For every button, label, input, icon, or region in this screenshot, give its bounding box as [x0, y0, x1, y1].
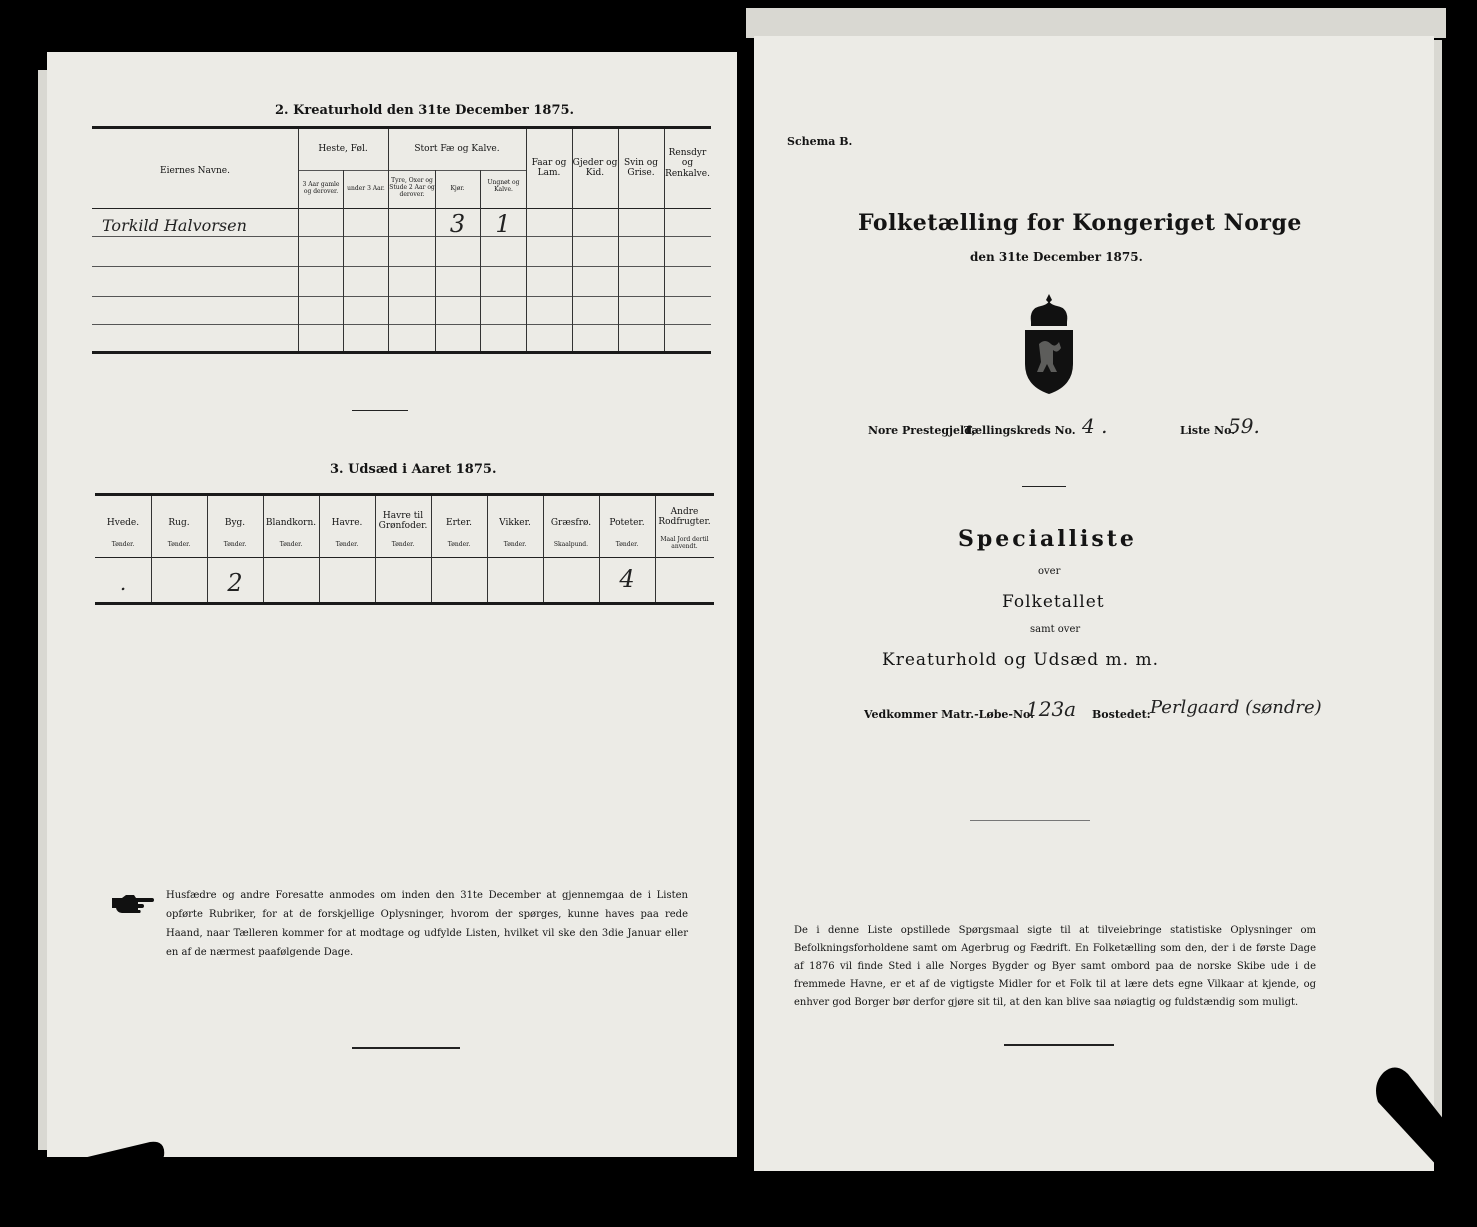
unit-graesfro: Skaalpund.	[553, 541, 589, 548]
header-horses-young: under 3 Aar.	[347, 185, 385, 192]
header-havre: Havre.	[331, 518, 363, 528]
pointing-hand-icon	[110, 892, 154, 914]
header-owner: Eiernes Navne.	[160, 166, 230, 176]
census-date: den 31te December 1875.	[970, 250, 1143, 264]
header-blandkorn: Blandkorn.	[265, 518, 317, 528]
unit-rug: Tønder.	[167, 541, 191, 548]
col-line	[263, 496, 264, 602]
header-andre-rodfrugter: Andre Rodfrugter.	[658, 507, 711, 528]
bosted-value: Perlgaard (søndre)	[1150, 697, 1322, 718]
header-horses-old: 3 Aar gamle og derover.	[302, 181, 340, 195]
unit-poteter: Tønder.	[615, 541, 639, 548]
unit-havre-gronfoder: Tønder.	[391, 541, 415, 548]
unit-erter: Tønder.	[447, 541, 471, 548]
matr-label: Vedkommer Matr.-Løbe-No.	[864, 708, 1034, 721]
col-line	[431, 496, 432, 602]
header-graesfro: Græsfrø.	[550, 518, 592, 528]
value-byg: 2	[227, 569, 243, 597]
col-line	[543, 496, 544, 602]
header-reindeer: Rensdyr og Renkalve.	[665, 148, 710, 179]
end-rule-right	[1004, 1044, 1114, 1046]
liste-label: Liste No.	[1180, 424, 1236, 437]
header-erter: Erter.	[446, 518, 472, 528]
separator-rule	[1022, 486, 1066, 487]
col-line	[151, 496, 152, 602]
separator-rule	[352, 410, 408, 411]
page-clip-left	[0, 1138, 170, 1198]
header-hvede: Hvede.	[106, 518, 140, 528]
value-hvede: .	[119, 571, 127, 595]
unit-vikker: Tønder.	[503, 541, 527, 548]
header-havre-gronfoder: Havre til Grønfoder.	[378, 511, 428, 532]
value-poteter: 4	[619, 565, 635, 593]
header-cattle-young: Ungnøt og Kalve.	[487, 179, 520, 193]
header-goats: Gjeder og Kid.	[572, 158, 618, 179]
separator-rule	[970, 820, 1090, 821]
purpose-statement: De i denne Liste opstillede Spørgsmaal sigte til at tilveiebringe statistiske Oplysninger om Befolkningsforholdene samt om Agerbrug og Fædrift. En Folketælling som den, der i de første Dage af 1876 vil finde Sted i alle Norges Bygder og Byer samt ombord paa de norske Skibe ude i de fremmede Havne, er et af de vigtigste Midler for et Folk til at lære dets egne Vilkaar at kjende, og enhver god Borger bør derfor gjøre sit til, at den kan blive saa nøiagtig og fuldstændig som muligt.	[794, 925, 1316, 1008]
header-rug: Rug.	[168, 518, 190, 528]
schema-label: Schema B.	[787, 135, 853, 148]
header-cattle-bulls: Tyre, Oxer og Stude 2 Aar og derover.	[389, 177, 435, 198]
livestock-table	[92, 126, 711, 354]
table-bottom-rule	[95, 602, 714, 605]
end-rule-left	[352, 1047, 460, 1049]
col-line	[487, 496, 488, 602]
header-byg: Byg.	[224, 518, 246, 528]
page-edge-top-right	[746, 8, 1446, 38]
kreaturhold-heading: Kreaturhold og Udsæd m. m.	[882, 650, 1160, 670]
subheader-divider	[298, 170, 526, 171]
unit-byg: Tønder.	[223, 541, 247, 548]
col-line	[435, 170, 436, 351]
header-cattle: Stort Fæ og Kalve.	[414, 144, 500, 154]
prestegjeld-label: Nore Prestegjeld,	[868, 424, 976, 437]
section2-title: 2. Kreaturhold den 31te December 1875.	[275, 103, 575, 118]
col-line	[388, 129, 389, 351]
header-sheep: Faar og Lam.	[531, 158, 567, 179]
footnote-instructions: Husfædre og andre Foresatte anmodes om inden den 31te December at gjennemgaa de i Listen opførte Rubriker, for at de forskjellige Oplysninger, hvorom der spørges, kunne haves paa rede Haand, naar Tælleren kommer for at modtage og udfylde Listen, hvilket vil ske den 3die Januar eller en af de nærmest paafølgende Dage.	[166, 890, 688, 958]
matr-value: 123a	[1026, 697, 1077, 721]
bosted-label: Bostedet:	[1092, 708, 1151, 721]
page-clip-right	[1372, 1062, 1477, 1182]
cows-value-cell: 3	[449, 210, 466, 238]
sowing-table	[95, 493, 714, 605]
kreds-value: 4 .	[1082, 414, 1108, 438]
coat-of-arms-emblem	[1017, 292, 1081, 396]
header-vikker: Vikker.	[499, 518, 531, 528]
header-horses: Heste, Føl.	[318, 144, 368, 154]
unit-hvede: Tønder.	[111, 541, 135, 548]
unit-havre: Tønder.	[335, 541, 359, 548]
header-pigs: Svin og Grise.	[624, 158, 658, 179]
folketallet-heading: Folketallet	[1002, 592, 1105, 612]
samt-over-text: samt over	[1030, 624, 1081, 635]
kreds-label: Tællingskreds No.	[964, 424, 1076, 437]
young-cattle-value-cell: 1	[495, 210, 511, 238]
liste-value: 59.	[1228, 414, 1260, 438]
header-divider	[95, 557, 714, 558]
header-cattle-cows: Kjør.	[450, 185, 465, 192]
table-bottom-rule	[92, 351, 711, 354]
owner-name-cell: Torkild Halvorsen	[102, 216, 247, 235]
unit-blandkorn: Tønder.	[279, 541, 303, 548]
col-line	[480, 170, 481, 351]
col-line	[298, 129, 299, 351]
header-poteter: Poteter.	[609, 518, 645, 528]
unit-andre-rodfrugter: Maal Jord dertil anvendt.	[660, 536, 709, 550]
col-line	[319, 496, 320, 602]
census-title: Folketælling for Kongeriget Norge	[858, 210, 1302, 236]
specialliste-heading: Specialliste	[958, 526, 1137, 552]
col-line	[343, 170, 344, 351]
over-text: over	[1038, 566, 1061, 577]
table-top-rule	[95, 493, 714, 496]
section3-title: 3. Udsæd i Aaret 1875.	[330, 462, 497, 477]
